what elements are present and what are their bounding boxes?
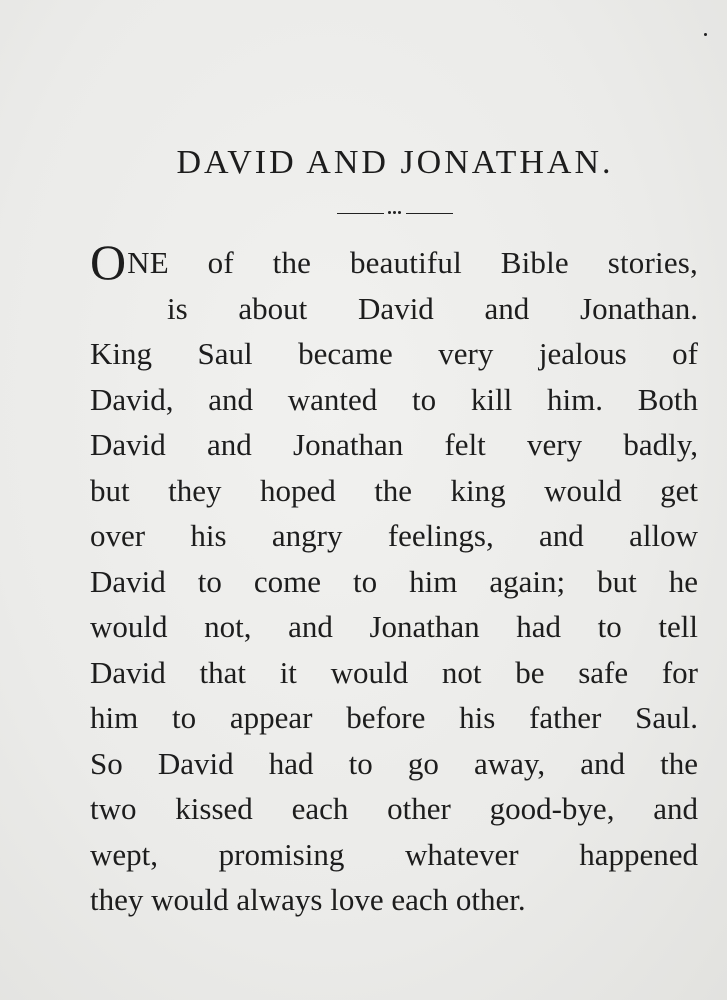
ornament-line-left [337,213,384,214]
story-line: David to come to him again; but he [90,563,698,599]
ink-speck [704,33,707,36]
story-line: wept, promising whatever happened [90,836,698,872]
ornament-line-right [406,213,453,214]
story-line: is about David and Jonathan. [167,290,698,326]
story-text [90,234,698,923]
story-line: would not, and Jonathan had to tell [90,609,698,644]
page-title: DAVID AND JONATHAN. [176,144,614,181]
story-line: him to appear before his father Saul. [90,700,698,735]
story-line: David, and wanted to kill him. Both [90,381,698,417]
story-line: So David had to go away, and the [90,745,698,781]
story-line: David and Jonathan felt very badly, [90,427,698,462]
story-line: King Saul became very jealous of [90,336,698,371]
story-line [90,234,698,290]
title-ornament-divider [337,206,453,220]
story-line: two kissed each other good-bye, and [90,791,698,826]
story-line: they would always love each other. [90,882,526,917]
drop-cap-letter: O [90,234,127,290]
story-line-text: NE of the beautiful Bible stories, [127,245,698,280]
ornament-dots [387,211,403,215]
story-line: over his angry feelings, and allow [90,518,698,553]
story-line: David that it would not be safe for [90,654,698,690]
story-line: but they hoped the king would get [90,472,698,508]
